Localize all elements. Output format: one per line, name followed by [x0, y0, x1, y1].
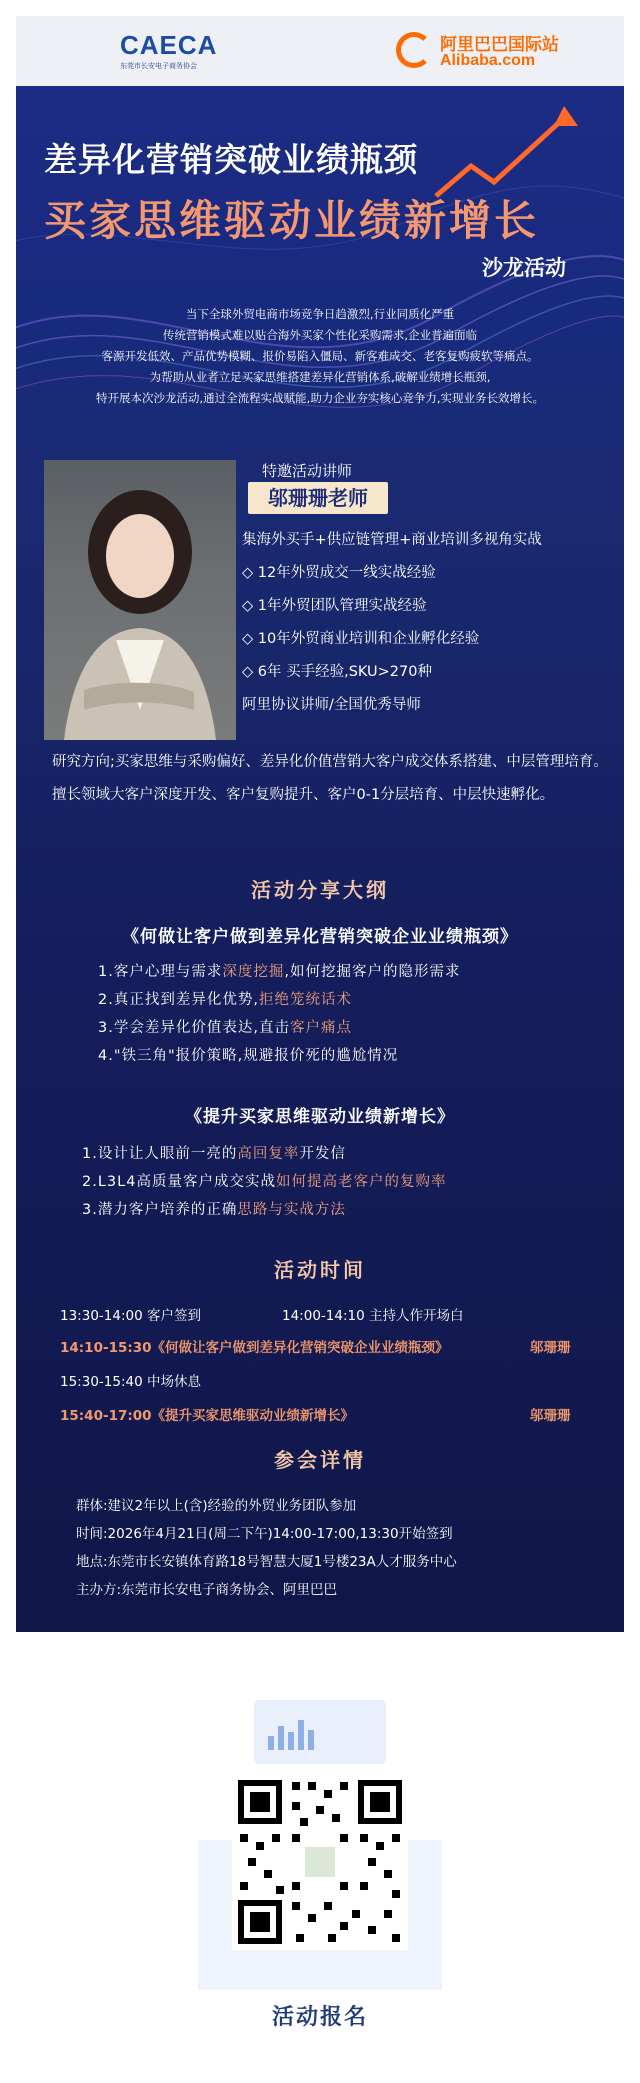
- details-time: 时间:2026年4月21日(周二下午)14:00-17:00,13:30开始签到: [76, 1526, 453, 1542]
- topic2-list: [82, 1140, 446, 1224]
- bio-line: ◇ 10年外贸商业培训和企业孵化经验: [242, 631, 480, 647]
- logo-bar: [16, 16, 624, 86]
- association-logo-subtitle: 东莞市长安电子商务协会: [120, 62, 197, 70]
- details-list: [76, 1492, 457, 1604]
- intro-line: 特开展本次沙龙活动,通过全流程实战赋能,助力企业夯实核心竞争力,实现业务长效增长。: [96, 391, 544, 405]
- details-host: 主办方:东莞市长安电子商务协会、阿里巴巴: [76, 1582, 338, 1598]
- document-chart-icon: [254, 1700, 386, 1764]
- schedule-row-4: 15:40-17:00《提升买家思维驱动业绩新增长》: [60, 1408, 355, 1424]
- schedule-row-3: 15:30-15:40 中场休息: [60, 1374, 201, 1390]
- bio-line: ◇ 12年外贸成交一线实战经验: [242, 565, 436, 581]
- schedule-row-4-speaker: 邬珊珊: [530, 1408, 571, 1424]
- association-logo-mark: CAECA: [120, 30, 218, 60]
- signup-qr-code[interactable]: [232, 1774, 408, 1950]
- details-heading: 参会详情: [274, 1448, 366, 1472]
- intro-line: 客源开发低效、产品优势模糊、报价易陷入僵局、新客难成交、老客复购疲软等痛点。: [101, 349, 539, 363]
- schedule-heading: 活动时间: [274, 1258, 366, 1282]
- list-item: 1.客户心理与需求深度挖掘,如何挖掘客户的隐形需求: [98, 964, 461, 980]
- topic2-title: 《提升买家思维驱动业绩新增长》: [185, 1107, 455, 1127]
- headline-line1: 差异化营销突破业绩瓶颈: [44, 140, 418, 179]
- bio-line: ◇ 1年外贸团队管理实战经验: [242, 598, 427, 614]
- event-poster: [16, 16, 624, 1632]
- association-logo: [120, 30, 230, 74]
- signup-label: 活动报名: [271, 2005, 368, 2030]
- intro-line: 传统营销模式难以贴合海外买家个性化采购需求,企业普遍面临: [162, 328, 478, 342]
- lecturer-photo: [44, 460, 236, 740]
- alibaba-logo: [396, 30, 596, 74]
- schedule-row-1b: 14:00-14:10 主持人作开场白: [282, 1308, 464, 1324]
- qr-code-graphic: [232, 1774, 408, 1950]
- intro-line: 为帮助从业者立足买家思维搭建差异化营销体系,破解业绩增长瓶颈,: [149, 370, 491, 384]
- list-item: 2.L3L4高质量客户成交实战如何提高老客户的复购率: [82, 1174, 447, 1190]
- list-item: 1.设计让人眼前一亮的高回复率开发信: [82, 1146, 346, 1162]
- schedule-row-2: 14:10-15:30《何做让客户做到差异化营销突破企业业绩瓶颈》: [60, 1340, 449, 1356]
- intro-paragraph: [26, 304, 614, 409]
- lecturer-research: 研究方向;买家思维与采购偏好、差异化价值营销大客户成交体系搭建、中层管理培育。擅长领域大客户深度开发、客户复购提升、客户0-1分层培育、中层快速孵化。: [52, 754, 608, 803]
- lecturer-tag: 特邀活动讲师: [262, 462, 353, 480]
- bio-line: ◇ 6年 买手经验,SKU>270种: [242, 664, 432, 680]
- lecturer-bio: [242, 524, 542, 722]
- list-item: 3.潜力客户培养的正确思路与实战方法: [82, 1202, 346, 1218]
- alibaba-logo-cn: 阿里巴巴国际站: [440, 35, 559, 55]
- bio-line: 集海外买手+供应链管理+商业培训多视角实战: [242, 532, 542, 548]
- details-place: 地点:东莞市长安镇体育路18号智慧大厦1号楼23A人才服务中心: [76, 1554, 457, 1570]
- topic1-list: [98, 958, 460, 1070]
- lecturer-name: 邬珊珊老师: [248, 482, 388, 514]
- headline-subtitle: 沙龙活动: [482, 256, 566, 280]
- alibaba-logo-en: Alibaba.com: [440, 52, 536, 69]
- growth-arrow-icon: [436, 118, 564, 196]
- intro-line: 当下全球外贸电商市场竞争日趋激烈,行业同质化严重: [185, 307, 455, 321]
- list-item: 4."铁三角"报价策略,规避报价死的尴尬情况: [98, 1048, 399, 1064]
- outline-heading: 活动分享大纲: [251, 878, 389, 902]
- schedule-row-1a: 13:30-14:00 客户签到: [60, 1308, 201, 1324]
- bio-line: 阿里协议讲师/全国优秀导师: [242, 697, 421, 713]
- list-item: 2.真正找到差异化优势,拒绝笼统话术: [98, 992, 352, 1008]
- alibaba-icon: [396, 32, 432, 68]
- signup-qr-section: [198, 1700, 442, 1990]
- topic1-title: 《何做让客户做到差异化营销突破企业业绩瓶颈》: [122, 927, 518, 947]
- headline-line2: 买家思维驱动业绩新增长: [44, 196, 540, 245]
- details-group: 群体:建议2年以上(含)经验的外贸业务团队参加: [76, 1498, 357, 1514]
- schedule-row-2-speaker: 邬珊珊: [530, 1340, 571, 1356]
- list-item: 3.学会差异化价值表达,直击客户痛点: [98, 1020, 352, 1036]
